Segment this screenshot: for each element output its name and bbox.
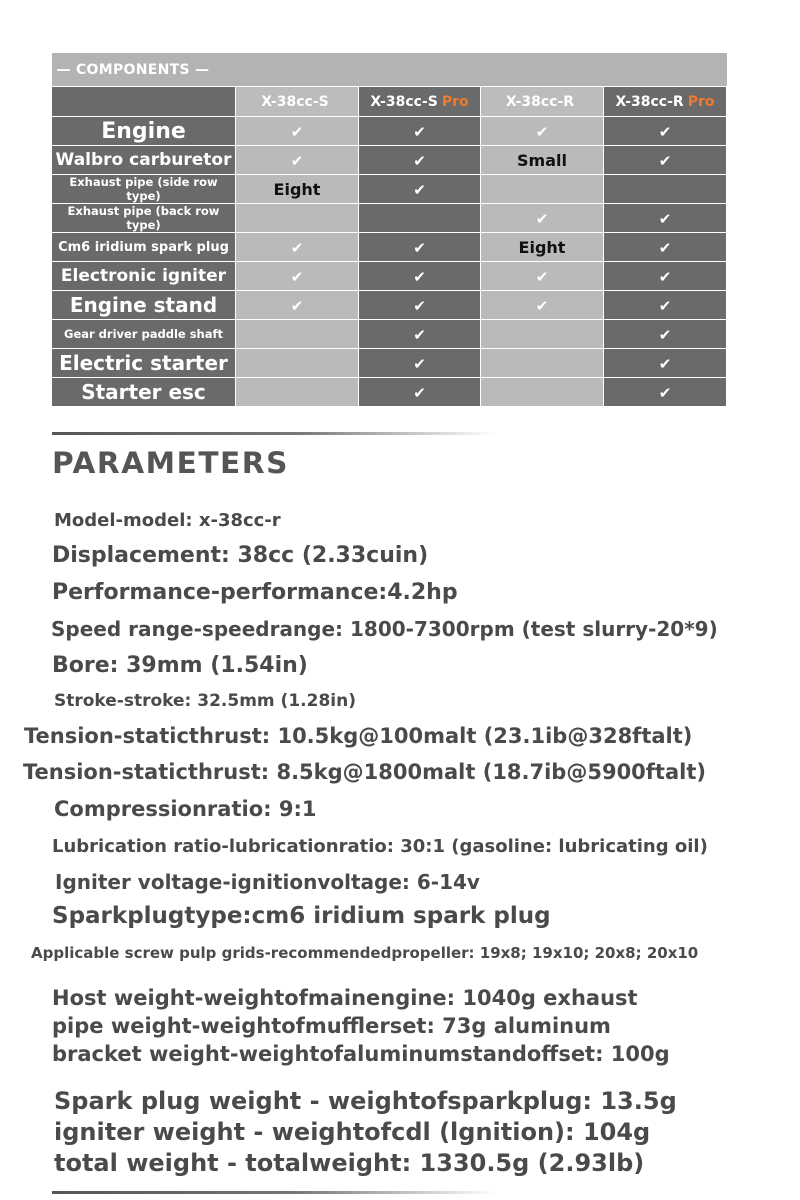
check-icon: ✔ [290,296,304,315]
check-icon: ✔ [413,267,426,286]
model-columns-row [52,87,727,117]
component-cell-included [604,378,727,407]
component-cell-note [481,233,604,262]
component-cell-included [604,117,727,146]
component-cell-included [359,378,481,407]
bottom-divider [52,1191,497,1194]
check-icon: ✔ [413,122,426,141]
check-icon: ✔ [658,238,672,257]
component-cell-included [236,233,359,262]
check-icon: ✔ [290,122,304,141]
component-row [52,233,727,262]
component-cell-empty [481,378,604,407]
weights-block-totals [54,1086,677,1179]
param-line: Applicable screw pulp grids-recommendedpropeller: 19x8; 19x10; 20x8; 20x10 [31,944,699,962]
component-label: Engine [52,117,236,146]
check-icon: ✔ [535,122,549,141]
param-line: Displacement: 38cc (2.33cuin) [52,543,429,568]
component-cell-empty [481,175,604,204]
component-cell-empty [604,175,727,204]
component-row [52,349,727,378]
check-icon: ✔ [535,209,549,228]
component-cell-empty [236,378,359,407]
component-cell-included [604,291,727,320]
component-label: Electric starter [52,349,236,378]
parameters-title: PARAMETERS [52,446,289,480]
component-label: Exhaust pipe (back row type) [52,204,236,233]
component-cell-note [236,175,359,204]
check-icon: ✔ [413,151,426,170]
check-icon: ✔ [658,122,672,141]
component-cell-included [481,262,604,291]
check-icon: ✔ [413,354,426,373]
param-line: Model-model: x-38cc-r [54,510,281,531]
cell-note: Small [517,150,567,170]
component-cell-empty [236,320,359,349]
check-icon: ✔ [290,267,304,286]
component-cell-empty [236,349,359,378]
component-row [52,146,727,175]
component-label: Walbro carburetor [52,146,236,175]
component-cell-included [359,320,481,349]
component-label: Starter esc [52,378,236,407]
component-cell-included [359,117,481,146]
component-cell-included [236,146,359,175]
param-line: Igniter voltage-ignitionvoltage: 6-14v [55,870,480,894]
param-line: Compressionratio: 9:1 [54,797,317,821]
column-header: X-38cc-R Pro [604,87,727,117]
component-cell-included [481,117,604,146]
check-icon: ✔ [658,325,672,344]
column-header: X-38cc-S Pro [359,87,481,117]
check-icon: ✔ [290,238,304,257]
check-icon: ✔ [413,383,426,402]
weight-line: bracket weight-weightofaluminumstandoffset: 100g [52,1042,670,1066]
pro-badge: Pro [441,93,469,110]
component-row [52,378,727,407]
check-icon: ✔ [658,267,672,286]
column-header: X-38cc-R [481,87,604,117]
weight-line: Host weight-weightofmainengine: 1040g exhaust [52,986,638,1010]
component-label: Gear driver paddle shaft [52,320,236,349]
check-icon: ✔ [658,383,672,402]
check-icon: ✔ [413,180,426,199]
param-line: Stroke-stroke: 32.5mm (1.28in) [54,691,356,711]
components-body [52,117,727,407]
check-icon: ✔ [413,296,426,315]
component-cell-empty [359,204,481,233]
cell-note: Eight [518,237,566,257]
component-cell-empty [236,204,359,233]
component-label: Exhaust pipe (side row type) [52,175,236,204]
component-cell-included [481,291,604,320]
component-cell-included [481,204,604,233]
component-cell-empty [481,320,604,349]
param-line: Tension-staticthrust: 10.5kg@100malt (23.1ib@328ftalt) [24,724,693,748]
weights-block-main [52,984,670,1068]
component-cell-included [236,291,359,320]
param-line: Bore: 39mm (1.54in) [52,653,308,678]
check-icon: ✔ [535,296,549,315]
weight-line: Spark plug weight - weightofsparkplug: 13.5g [54,1087,677,1115]
component-row [52,320,727,349]
component-row [52,117,727,146]
component-cell-included [359,291,481,320]
components-header-row [52,53,727,87]
component-cell-included [236,262,359,291]
check-icon: ✔ [290,151,304,170]
component-cell-included [359,262,481,291]
check-icon: ✔ [413,238,426,257]
check-icon: ✔ [658,354,672,373]
component-cell-included [604,262,727,291]
components-table [51,53,727,407]
component-cell-included [604,320,727,349]
weight-line: pipe weight-weightofmufflerset: 73g aluminum [52,1014,611,1038]
pro-badge: Pro [687,93,715,110]
component-cell-note [481,146,604,175]
component-row [52,291,727,320]
weight-line: igniter weight - weightofcdl (lgnition): 104g [54,1118,651,1146]
component-cell-empty [481,349,604,378]
component-cell-included [359,349,481,378]
component-label: Engine stand [52,291,236,320]
component-cell-included [604,146,727,175]
param-line: Sparkplugtype:cm6 iridium spark plug [52,903,551,929]
check-icon: ✔ [658,151,672,170]
component-cell-included [236,117,359,146]
top-divider [52,432,497,435]
component-cell-included [359,175,481,204]
check-icon: ✔ [535,267,549,286]
check-icon: ✔ [658,209,672,228]
cell-note: Eight [273,179,321,199]
weight-line: total weight - totalweight: 1330.5g (2.93lb) [54,1149,645,1177]
param-line: Speed range-speedrange: 1800-7300rpm (test slurry-20*9) [51,617,718,641]
check-icon: ✔ [658,296,672,315]
corner-cell [52,87,236,117]
component-label: Electronic igniter [52,262,236,291]
param-line: Tension-staticthrust: 8.5kg@1800malt (18.7ib@5900ftalt) [23,760,706,784]
component-cell-included [359,233,481,262]
param-line: Performance-performance:4.2hp [52,580,458,605]
component-cell-included [359,146,481,175]
check-icon: ✔ [413,325,426,344]
component-row [52,204,727,233]
component-cell-included [604,349,727,378]
components-section-title: — COMPONENTS — [52,53,727,87]
component-cell-included [604,204,727,233]
component-row [52,175,727,204]
param-line: Lubrication ratio-lubricationratio: 30:1 (gasoline: lubricating oil) [52,836,708,857]
column-header: X-38cc-S [236,87,359,117]
component-row [52,262,727,291]
component-cell-included [604,233,727,262]
component-label: Cm6 iridium spark plug [52,233,236,262]
